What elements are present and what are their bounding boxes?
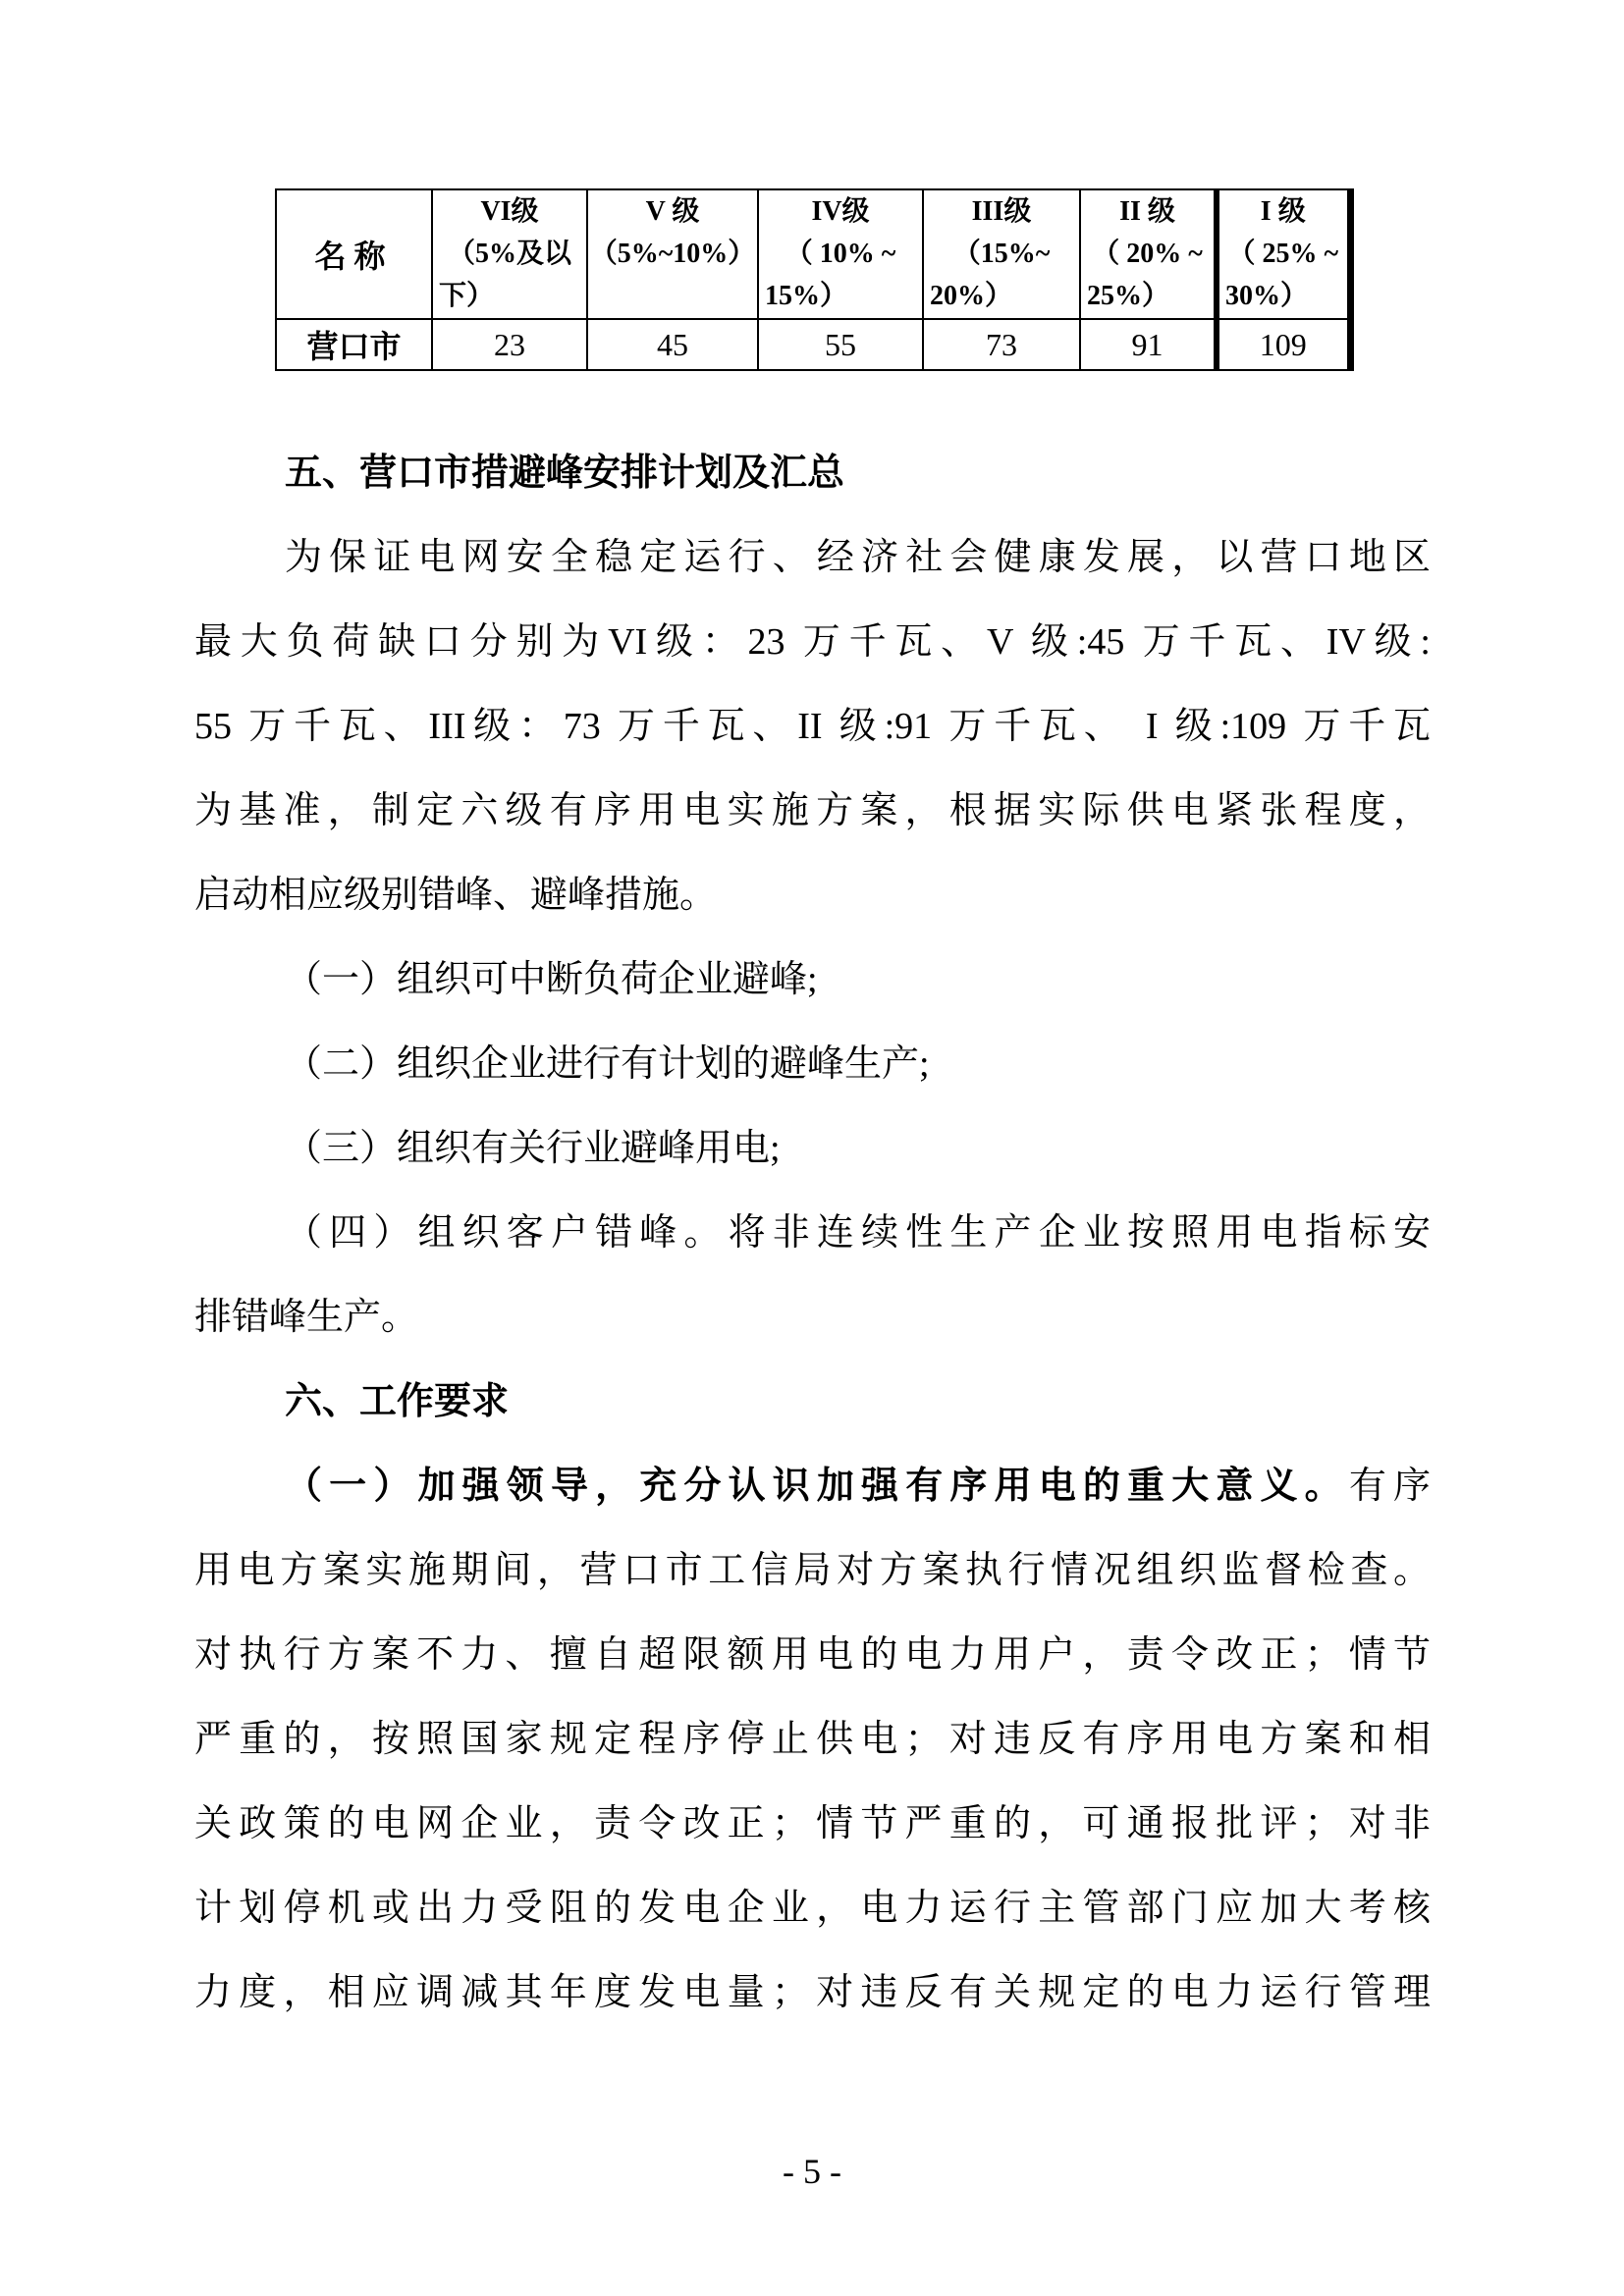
text-segment: 为基准，制定六级有序用电实施方案，根据实际供电紧张程度， [194,790,1431,831]
text-segment: 为保证电网安全稳定运行、经济社会健康发展，以营口地区 [285,537,1431,578]
table-header-level-2 [1080,189,1217,319]
table-header-level-5 [587,189,758,319]
text-line [194,515,1431,600]
level-header-line: （ 25% ~ [1227,239,1339,269]
text-line [194,600,1431,684]
text-segment: 55 万千瓦、III级：73 万千瓦、II 级:91 万千瓦、 I 级:109 万千瓦 [194,706,1431,747]
text-line [194,1106,1431,1191]
level-header-line: （ 20% ~ [1092,239,1203,269]
level-header-line: VI级 [480,196,539,227]
text-line [194,1444,1431,1528]
table-cell-value: 23 [432,319,587,370]
table-cell-value: 73 [923,319,1080,370]
text-line [194,1022,1431,1106]
text-segment: （三）组织有关行业避峰用电; [285,1128,781,1169]
table-cell-city-name: 营口市 [276,319,432,370]
page-number: - 5 - [783,2152,841,2191]
level-header-line: II 级 [1119,196,1175,227]
text-line [194,1613,1431,1697]
level-header-line: 30%） [1225,281,1309,311]
level-header-line [588,275,757,317]
table-header-row [276,189,1350,319]
text-segment: 计划停机或出力受阻的发电企业，电力运行主管部门应加大考核 [194,1888,1431,1929]
text-line [194,431,1431,515]
text-line [194,1191,1431,1275]
text-segment: 力度，相应调减其年度发电量；对违反有关规定的电力运行管理 [194,1972,1431,2013]
table-header-level-4 [758,189,923,319]
text-line [194,1275,1431,1360]
text-line [194,1528,1431,1613]
text-line [194,1782,1431,1866]
text-segment: 用电方案实施期间，营口市工信局对方案执行情况组织监督检查。 [194,1550,1431,1591]
text-line [194,937,1431,1022]
level-header-line: （15%~ [952,239,1051,269]
table-cell-value: 45 [587,319,758,370]
table-header-level-3 [923,189,1080,319]
load-gap-table [275,188,1354,371]
text-segment: 关政策的电网企业，责令改正；情节严重的，可通报批评；对非 [194,1803,1431,1844]
table-header-name: 名称 [276,189,432,319]
text-line [194,853,1431,937]
level-header-line: 下） [439,281,495,311]
level-header-line: IV级 [811,196,870,227]
text-segment: （一）组织可中断负荷企业避峰; [285,959,818,1000]
text-segment: 有序 [1348,1466,1431,1507]
text-segment: （四）组织客户错峰。将非连续性生产企业按照用电指标安 [285,1212,1431,1254]
level-header-line: 20%） [930,281,1013,311]
level-header-line: 15%） [765,281,848,311]
level-header-line: （5%~10%） [589,239,756,269]
level-header-line: V 级 [645,196,700,227]
text-line [194,1950,1431,2035]
text-line [194,769,1431,853]
level-header-line: （5%及以 [447,239,571,269]
table-data-row [276,319,1350,370]
text-segment: （二）组织企业进行有计划的避峰生产; [285,1043,930,1085]
text-line [194,684,1431,769]
text-segment: 对执行方案不力、擅自超限额用电的电力用户，责令改正；情节 [194,1634,1431,1676]
text-line [194,1360,1431,1444]
level-header-line: III级 [971,196,1032,227]
text-segment-bold: 五、营口市措避峰安排计划及汇总 [285,453,845,494]
text-segment: 排错峰生产。 [194,1297,419,1338]
text-segment: 最大负荷缺口分别为VI级：23 万千瓦、V 级:45 万千瓦、IV级: [194,621,1431,663]
table-cell-value: 109 [1217,319,1350,370]
text-segment: 启动相应级别错峰、避峰措施。 [194,875,718,916]
level-header-line: I 级 [1260,196,1306,227]
text-line [194,1866,1431,1950]
text-segment-bold: 六、工作要求 [285,1381,510,1422]
text-segment-bold: （一）加强领导，充分认识加强有序用电的重大意义。 [285,1466,1349,1507]
table-header-level-1 [1217,189,1350,319]
level-header-line: 25%） [1087,281,1170,311]
table-cell-value: 91 [1080,319,1217,370]
table-header-level-6 [432,189,587,319]
text-line [194,1697,1431,1782]
text-segment: 严重的，按照国家规定程序停止供电；对违反有序用电方案和相 [194,1719,1431,1760]
table-cell-value: 55 [758,319,923,370]
document-body [194,431,1431,2035]
level-header-line: （ 10% ~ [785,239,896,269]
